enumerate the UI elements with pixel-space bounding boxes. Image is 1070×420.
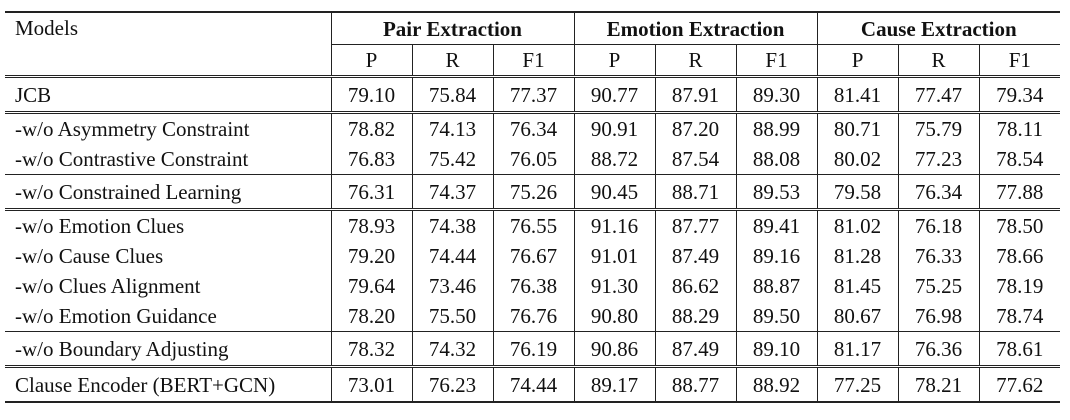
value-cell: 79.34 bbox=[979, 77, 1060, 113]
table-row bbox=[5, 113, 1060, 145]
value-cell: 74.38 bbox=[412, 210, 493, 242]
value-cell: 76.98 bbox=[898, 301, 979, 332]
value-cell: 74.37 bbox=[412, 175, 493, 210]
value-cell: 78.66 bbox=[979, 241, 1060, 271]
value-cell: 78.50 bbox=[979, 210, 1060, 242]
value-cell: 76.05 bbox=[493, 144, 574, 175]
value-cell: 89.30 bbox=[736, 77, 817, 113]
value-cell: 81.17 bbox=[817, 332, 898, 367]
value-cell: 73.46 bbox=[412, 271, 493, 301]
value-cell: 87.49 bbox=[655, 332, 736, 367]
value-cell: 78.11 bbox=[979, 113, 1060, 145]
table-row bbox=[5, 367, 1060, 403]
value-cell: 87.77 bbox=[655, 210, 736, 242]
value-cell: 90.45 bbox=[574, 175, 655, 210]
table-row bbox=[5, 77, 1060, 113]
value-cell: 78.19 bbox=[979, 271, 1060, 301]
value-cell: 80.67 bbox=[817, 301, 898, 332]
group-header-cause: Cause Extraction bbox=[817, 12, 1060, 45]
value-cell: 80.02 bbox=[817, 144, 898, 175]
value-cell: 81.02 bbox=[817, 210, 898, 242]
table-row bbox=[5, 144, 1060, 175]
metric-header: R bbox=[412, 45, 493, 77]
value-cell: 75.42 bbox=[412, 144, 493, 175]
value-cell: 87.20 bbox=[655, 113, 736, 145]
value-cell: 76.38 bbox=[493, 271, 574, 301]
metric-header: F1 bbox=[493, 45, 574, 77]
table-row bbox=[5, 175, 1060, 210]
value-cell: 76.34 bbox=[898, 175, 979, 210]
value-cell: 75.26 bbox=[493, 175, 574, 210]
value-cell: 89.16 bbox=[736, 241, 817, 271]
value-cell: 76.83 bbox=[331, 144, 412, 175]
value-cell: 79.58 bbox=[817, 175, 898, 210]
value-cell: 90.86 bbox=[574, 332, 655, 367]
value-cell: 88.87 bbox=[736, 271, 817, 301]
value-cell: 76.76 bbox=[493, 301, 574, 332]
value-cell: 77.23 bbox=[898, 144, 979, 175]
value-cell: 79.64 bbox=[331, 271, 412, 301]
value-cell: 81.45 bbox=[817, 271, 898, 301]
value-cell: 87.49 bbox=[655, 241, 736, 271]
value-cell: 75.50 bbox=[412, 301, 493, 332]
value-cell: 89.10 bbox=[736, 332, 817, 367]
value-cell: 75.79 bbox=[898, 113, 979, 145]
value-cell: 89.53 bbox=[736, 175, 817, 210]
value-cell: 78.93 bbox=[331, 210, 412, 242]
ablation-results-table bbox=[5, 11, 1060, 403]
value-cell: 78.54 bbox=[979, 144, 1060, 175]
group-header-emotion: Emotion Extraction bbox=[574, 12, 817, 45]
value-cell: 89.41 bbox=[736, 210, 817, 242]
group-header-pair: Pair Extraction bbox=[331, 12, 574, 45]
value-cell: 78.74 bbox=[979, 301, 1060, 332]
value-cell: 74.13 bbox=[412, 113, 493, 145]
model-name-cell: -w/o Emotion Clues bbox=[5, 210, 331, 242]
value-cell: 88.99 bbox=[736, 113, 817, 145]
value-cell: 87.91 bbox=[655, 77, 736, 113]
models-header: Models bbox=[5, 12, 331, 77]
value-cell: 74.32 bbox=[412, 332, 493, 367]
value-cell: 77.47 bbox=[898, 77, 979, 113]
value-cell: 88.29 bbox=[655, 301, 736, 332]
model-name-cell: -w/o Emotion Guidance bbox=[15, 304, 217, 328]
value-cell: 80.71 bbox=[817, 113, 898, 145]
model-name-cell: JCB bbox=[5, 77, 331, 113]
value-cell: 78.21 bbox=[898, 367, 979, 403]
value-cell: 79.10 bbox=[331, 77, 412, 113]
table-row bbox=[5, 301, 1060, 332]
value-cell: 77.37 bbox=[493, 77, 574, 113]
value-cell: 77.62 bbox=[979, 367, 1060, 403]
table-row bbox=[5, 241, 1060, 271]
metric-header: R bbox=[898, 45, 979, 77]
model-name-cell: -w/o Contrastive Constraint bbox=[15, 147, 249, 171]
model-name-cell: -w/o Cause Clues bbox=[15, 244, 164, 268]
value-cell: 76.67 bbox=[493, 241, 574, 271]
value-cell: 87.54 bbox=[655, 144, 736, 175]
header-row-groups bbox=[5, 12, 1060, 45]
value-cell: 76.23 bbox=[412, 367, 493, 403]
value-cell: 78.82 bbox=[331, 113, 412, 145]
value-cell: 89.17 bbox=[574, 367, 655, 403]
model-name-cell: -w/o Constrained Learning bbox=[5, 175, 331, 210]
value-cell: 73.01 bbox=[331, 367, 412, 403]
value-cell: 88.92 bbox=[736, 367, 817, 403]
value-cell: 78.61 bbox=[979, 332, 1060, 367]
value-cell: 81.28 bbox=[817, 241, 898, 271]
metric-header: P bbox=[574, 45, 655, 77]
value-cell: 76.55 bbox=[493, 210, 574, 242]
value-cell: 76.19 bbox=[493, 332, 574, 367]
value-cell: 88.71 bbox=[655, 175, 736, 210]
value-cell: 76.34 bbox=[493, 113, 574, 145]
value-cell: 89.50 bbox=[736, 301, 817, 332]
table-row bbox=[5, 271, 1060, 301]
value-cell: 90.77 bbox=[574, 77, 655, 113]
value-cell: 90.91 bbox=[574, 113, 655, 145]
value-cell: 76.18 bbox=[898, 210, 979, 242]
value-cell: 78.32 bbox=[331, 332, 412, 367]
value-cell: 78.20 bbox=[331, 301, 412, 332]
value-cell: 91.01 bbox=[574, 241, 655, 271]
table-row bbox=[5, 210, 1060, 242]
model-name-cell: -w/o Boundary Adjusting bbox=[5, 332, 331, 367]
metric-header: P bbox=[817, 45, 898, 77]
value-cell: 88.77 bbox=[655, 367, 736, 403]
value-cell: 74.44 bbox=[493, 367, 574, 403]
model-name-cell: -w/o Asymmetry Constraint bbox=[5, 113, 331, 145]
value-cell: 91.16 bbox=[574, 210, 655, 242]
value-cell: 77.25 bbox=[817, 367, 898, 403]
value-cell: 77.88 bbox=[979, 175, 1060, 210]
value-cell: 75.25 bbox=[898, 271, 979, 301]
metric-header: F1 bbox=[979, 45, 1060, 77]
metric-header: P bbox=[331, 45, 412, 77]
value-cell: 86.62 bbox=[655, 271, 736, 301]
value-cell: 75.84 bbox=[412, 77, 493, 113]
model-name-cell: -w/o Clues Alignment bbox=[15, 274, 201, 298]
value-cell: 88.08 bbox=[736, 144, 817, 175]
table-row bbox=[5, 332, 1060, 367]
metric-header: R bbox=[655, 45, 736, 77]
value-cell: 90.80 bbox=[574, 301, 655, 332]
model-name-cell: Clause Encoder (BERT+GCN) bbox=[5, 367, 331, 403]
value-cell: 76.33 bbox=[898, 241, 979, 271]
value-cell: 91.30 bbox=[574, 271, 655, 301]
value-cell: 81.41 bbox=[817, 77, 898, 113]
value-cell: 76.31 bbox=[331, 175, 412, 210]
value-cell: 79.20 bbox=[331, 241, 412, 271]
value-cell: 88.72 bbox=[574, 144, 655, 175]
metric-header: F1 bbox=[736, 45, 817, 77]
value-cell: 74.44 bbox=[412, 241, 493, 271]
value-cell: 76.36 bbox=[898, 332, 979, 367]
